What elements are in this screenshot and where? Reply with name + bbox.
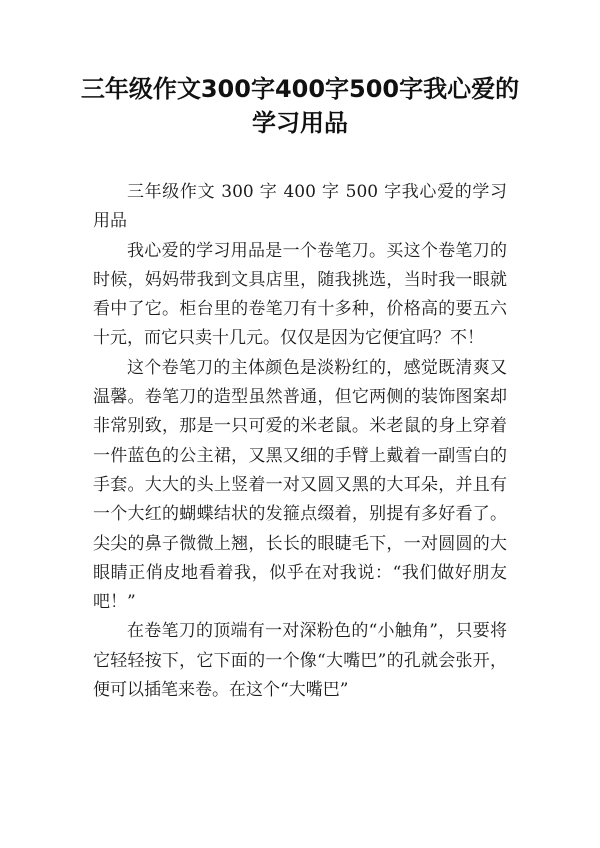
- paragraph: 在卷笔刀的顶端有一对深粉色的“小触角”，只要将它轻轻按下，它下面的一个像“大嘴巴”的孔就会张开，便可以插笔来卷。在这个“大嘴巴”: [93, 621, 507, 701]
- document-title: 三年级作文300字400字500字我心爱的学习用品: [80, 75, 520, 137]
- paragraph: 这个卷笔刀的主体颜色是淡粉红的，感觉既清爽又温馨。卷笔刀的造型虽然普通，但它两侧的装饰图案却非常别致，那是一只可爱的米老鼠。米老鼠的身上穿着一件蓝色的公主裙，又黑又细的手臂上戴着一副雪白的手套。大大的头上竖着一对又圆又黑的大耳朵，并且有一个大红的蝴蝶结状的发箍点缀着，别提有多好看了。尖尖的鼻子微微上翘，长长的眼睫毛下，一对圆圆的大眼睛正俏皮地看着我，似乎在对我说：“我们做好朋友吧！”: [93, 357, 507, 613]
- paragraph: 我心爱的学习用品是一个卷笔刀。买这个卷笔刀的时候，妈妈带我到文具店里，随我挑选，当时我一眼就看中了它。柜台里的卷笔刀有十多种，价格高的要五六十元，而它只卖十几元。仅仅是因为它便宜吗？不！: [93, 240, 507, 349]
- document-body: [93, 178, 507, 705]
- paragraph-subtitle: 三年级作文 300 字 400 字 500 字我心爱的学习用品: [93, 182, 507, 232]
